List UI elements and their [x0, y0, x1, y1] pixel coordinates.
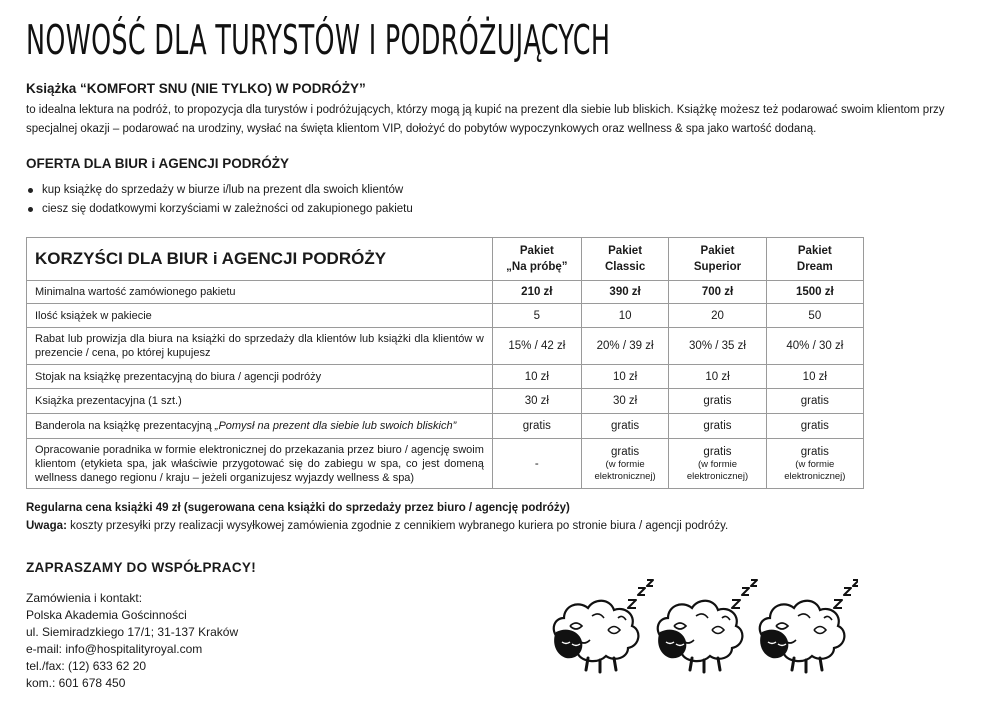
cell-value: 10 zł: [669, 365, 766, 389]
contact-phone: tel./fax: (12) 633 62 20: [26, 659, 147, 673]
row-label: Banderola na książkę prezentacyjną „Pomysł na prezent dla siebie lub swoich bliskich”: [27, 414, 493, 439]
cell-value: 10: [581, 304, 669, 328]
cell-value: -: [492, 439, 581, 489]
note-text: koszty przesyłki przy realizacji wysyłkowej zamówienia zgodnie z cennikiem wybranego kuriera po stronie biura / agencji podróży.: [66, 520, 729, 532]
regular-price-line: Regularna cena książki 49 zł (sugerowana cena książki do sprzedaży przez biuro / agencję podróży): [26, 502, 570, 514]
row-label: Opracowanie poradnika w formie elektronicznej do przekazania przez biuro / agencję swoim klientom (etykieta spa, jak właściwie przygotować się do zabiegu w spa, co jest domeną wellness danego regionu / kraju – jeżeli organizujesz wyjazdy wellness & spa): [27, 439, 493, 489]
cell-value: gratis (w formie elektronicznej): [766, 439, 863, 489]
cell-value: gratis: [492, 414, 581, 439]
shipping-note: [26, 520, 728, 532]
cell-value: 40% / 30 zł: [766, 328, 863, 365]
cell-value: 20: [669, 304, 766, 328]
note-label: Uwaga:: [26, 520, 67, 532]
cell-value: 390 zł: [581, 281, 669, 304]
cell-value: 700 zł: [669, 281, 766, 304]
cell-value: 210 zł: [492, 281, 581, 304]
cell-value: 5: [492, 304, 581, 328]
cell-value: 20% / 39 zł: [581, 328, 669, 365]
cell-value: gratis: [669, 389, 766, 414]
table-row: [27, 389, 864, 414]
benefits-table: [26, 237, 864, 489]
cell-value: 10 zł: [581, 365, 669, 389]
cell-note: (w formie elektronicznej): [686, 458, 749, 482]
row-label: Minimalna wartość zamówionego pakietu: [27, 281, 493, 304]
cell-value: gratis: [766, 389, 863, 414]
package-header-superior: Pakiet Superior: [669, 238, 766, 281]
row-label: Rabat lub prowizja dla biura na książki do sprzedaży dla klientów lub książki dla klientów w prezencie / cena, po której kupujesz: [27, 328, 493, 365]
cell-value: 50: [766, 304, 863, 328]
row-label: Ilość książek w pakiecie: [27, 304, 493, 328]
offer-bullet-list: [26, 181, 413, 219]
cell-value: gratis (w formie elektronicznej): [669, 439, 766, 489]
table-title: KORZYŚCI DLA BIUR i AGENCJI PODRÓŻY: [27, 238, 493, 281]
cell-value: 10 zł: [766, 365, 863, 389]
offer-bullet-item: [26, 181, 413, 200]
cell-value: 30 zł: [492, 389, 581, 414]
cell-value: gratis (w formie elektronicznej): [581, 439, 669, 489]
offer-bullet-text: ciesz się dodatkowymi korzyściami w zależności od zakupionego pakietu: [42, 203, 413, 215]
cell-value: 30% / 35 zł: [669, 328, 766, 365]
page-headline: NOWOŚĆ DLA TURYSTÓW I PODRÓŻUJĄCYCH: [26, 16, 611, 64]
book-title: Książka “KOMFORT SNU (NIE TYLKO) W PODRÓŻY”: [26, 81, 366, 96]
table-row: [27, 304, 864, 328]
contact-email: e-mail: info@hospitalityroyal.com: [26, 642, 203, 656]
bullet-dot-icon: [28, 188, 33, 193]
offer-heading: OFERTA DLA BIUR i AGENCJI PODRÓŻY: [26, 156, 290, 171]
intro-paragraph: to idealna lektura na podróż, to propozycja dla turystów i podróżujących, którzy mogą ją kupić na prezent dla siebie lub bliskich. Książkę możesz też podarować swoim klientom przy specjalnej okazji – podarować na urodziny, wysłać na święta klientom VIP, dołożyć do pobytów wypoczynkowych oraz wellness & spa jako wartość dodaną.: [26, 104, 945, 135]
cell-value: 30 zł: [581, 389, 669, 414]
table-row: [27, 365, 864, 389]
table-header-row: [27, 238, 864, 281]
cell-value: 1500 zł: [766, 281, 863, 304]
package-header-na-probe: Pakiet „Na próbę”: [492, 238, 581, 281]
cell-note: (w formie elektronicznej): [594, 458, 656, 482]
invitation-heading: ZAPRASZAMY DO WSPÓŁPRACY!: [26, 560, 257, 575]
banderola-slogan: „Pomysł na prezent dla siebie lub swoich bliskich”: [214, 420, 457, 432]
table-row: [27, 328, 864, 365]
contact-mobile: kom.: 601 678 450: [26, 676, 126, 690]
package-header-classic: Pakiet Classic: [581, 238, 669, 281]
table-row: [27, 439, 864, 489]
cell-value: 15% / 42 zł: [492, 328, 581, 365]
offer-bullet-text: kup książkę do sprzedaży w biurze i/lub na prezent dla swoich klientów: [42, 184, 404, 196]
cell-value: gratis: [766, 414, 863, 439]
table-row: [27, 414, 864, 439]
sleeping-sheep-illustration: [548, 574, 858, 678]
bullet-dot-icon: [28, 207, 33, 212]
cell-value: gratis: [669, 414, 766, 439]
contact-line: Polska Akademia Gościnności: [26, 608, 187, 622]
table-row: [27, 281, 864, 304]
cell-value: 10 zł: [492, 365, 581, 389]
row-label: Stojak na książkę prezentacyjną do biura / agencji podróży: [27, 365, 493, 389]
cell-value: gratis: [581, 414, 669, 439]
package-header-dream: Pakiet Dream: [766, 238, 863, 281]
cell-note: (w formie elektronicznej): [784, 458, 846, 482]
contact-line: ul. Siemiradzkiego 17/1; 31-137 Kraków: [26, 625, 239, 639]
offer-bullet-item: [26, 200, 413, 219]
contact-block: [26, 590, 238, 692]
contact-line: Zamówienia i kontakt:: [26, 591, 143, 605]
row-label: Książka prezentacyjna (1 szt.): [27, 389, 493, 414]
